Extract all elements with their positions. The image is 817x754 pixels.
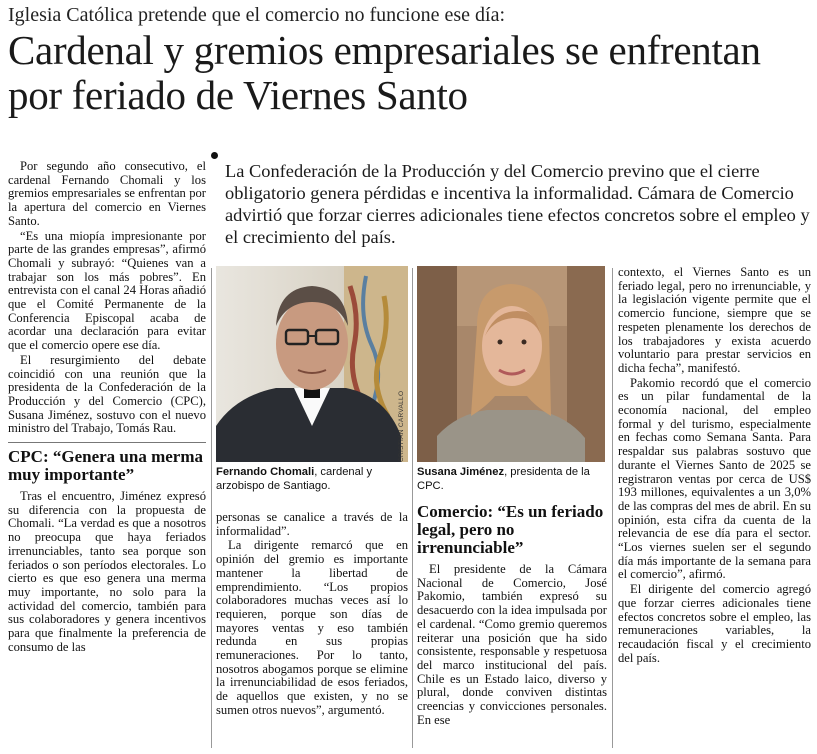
paragraph: La dirigente remarcó que en opinión del gremio es importante mantener la libertad de emprendimiento. “Los propios colaboradores muchas veces así lo requieren, porque son días de mayores ventas y eso también redunda en sus propias remuneraciones. Por lo tanto, nosotros abogamos porque se elimine la irrenunciabilidad de esos feriados, de aquellos que existen, y no se sumen otros nuevos”, argumentó. [216,538,408,717]
portrait-jimenez-image [417,266,605,462]
paragraph: Tras el encuentro, Jiménez expresó su diferencia con la propuesta de Chomali. “La verdad es que a nosotros no preocupa que haya feriados irrenunciables, tanto sea porque son feriados o son períodos electorales. Lo cierto es que eso genera una merma muy importante, no solo para la actividad del comercio, también para sus colaboradores y genera incentivos para que finalmente la preferencia de consumo de las [8,489,206,654]
column-divider [612,268,613,748]
caption-name: Fernando Chomali [216,466,315,478]
paragraph: El dirigente del comercio agregó que forzar cierres adicionales tiene efectos concretos sobre el empleo, las remuneraciones variables, la recaudación fiscal y el crecimiento del país. [618,582,811,665]
photo-jimenez [417,266,605,462]
caption-jimenez [417,465,607,493]
paragraph: Por segundo año consecutivo, el cardenal Fernando Chomali y los gremios empresariales se enfrentan por la apertura del comercio en Viernes Santo. [8,160,206,228]
portrait-chomali-image [216,266,408,462]
paragraph: contexto, el Viernes Santo es un feriado legal, pero no irrenunciable, y la legislación vigente permite que el comercio funcione, siempre que se respeten plenamente los derechos de los trabajadores y exista acuerdo voluntario para prestar servicios en dicha fecha”, manifestó. [618,266,811,375]
column-2 [216,511,408,754]
column-4 [618,266,811,754]
caption-name: Susana Jiménez [417,466,505,478]
lede: La Confederación de la Producción y del Comercio previno que el cierre obligatorio genera pérdidas e incentiva la informalidad. Cámara de Comercio advirtió que forzar cierres adicionales tiene efectos concretos sobre el empleo y el crecimiento del país. [225,161,810,247]
column-divider [211,268,212,748]
column-divider [412,268,413,748]
lede-bullet-icon [211,152,218,159]
photo-chomali [216,266,408,462]
subheading-comercio: Comercio: “Es un feriado legal, pero no irrenunciable” [417,502,604,557]
paragraph: El resurgimiento del debate coincidió con una reunión que la presidenta de la Confederación de la Producción y del Comercio (CPC), Susana Jiménez, sostuvo con el nuevo ministro del Trabajo, Tomás Rau. [8,352,206,436]
column-1 [8,160,206,754]
column-3 [417,499,607,754]
caption-text: , presidenta de la CPC. [417,466,590,492]
paragraph: El presidente de la Cámara Nacional de Comercio, José Pakomio, también expresó su desacuerdo con la idea impulsada por el cardenal. “Como gremio queremos reiterar una posición que ha sido consistente, responsable y respetuosa del marco institucional del país. Chile es un Estado laico, diverso y plural, donde conviven distintas creencias y convicciones personales. En ese [417,562,607,727]
photo-credit: CRISTIAN CARVALLO [398,390,405,462]
kicker: Iglesia Católica pretende que el comercio no funcione ese día: [8,4,506,26]
subheading-cpc: CPC: “Genera una merma muy importante” [8,442,206,484]
paragraph: Pakomio recordó que el comercio es un pilar fundamental de la economía nacional, del empleo formal y del turismo, especialmente en fechas como Semana Santa. Para respaldar sus palabras sostuvo que durante el Viernes Santo de 2025 se registraron ventas por cerca de US$ 193 millones, equivalentes a un 3,0% de las compras del mes de abril. En su opinión, esta cifra da cuenta de la relevancia de ese día para el sector. “Los viernes suelen ser el segundo día más importante de la semana para el comercio”, afirmó. [618,375,811,582]
caption-text: , cardenal y arzobispo de Santiago. [216,466,373,492]
paragraph: “Es una miopía impresionante por parte de las grandes empresas”, afirmó Chomali y subrayó: “Quienes van a trabajar son los más pobres”. En entrevista con el canal 24 Horas añadió que el Comité Permanente de la Conferencia Episcopal acaba de acordar una declaración para evitar que el comercio opere ese día. [8,228,206,353]
headline: Cardenal y gremios empresariales se enfrentan por feriado de Viernes Santo [8,27,761,118]
caption-chomali [216,465,408,493]
paragraph: personas se canalice a través de la informalidad”. [216,511,408,538]
